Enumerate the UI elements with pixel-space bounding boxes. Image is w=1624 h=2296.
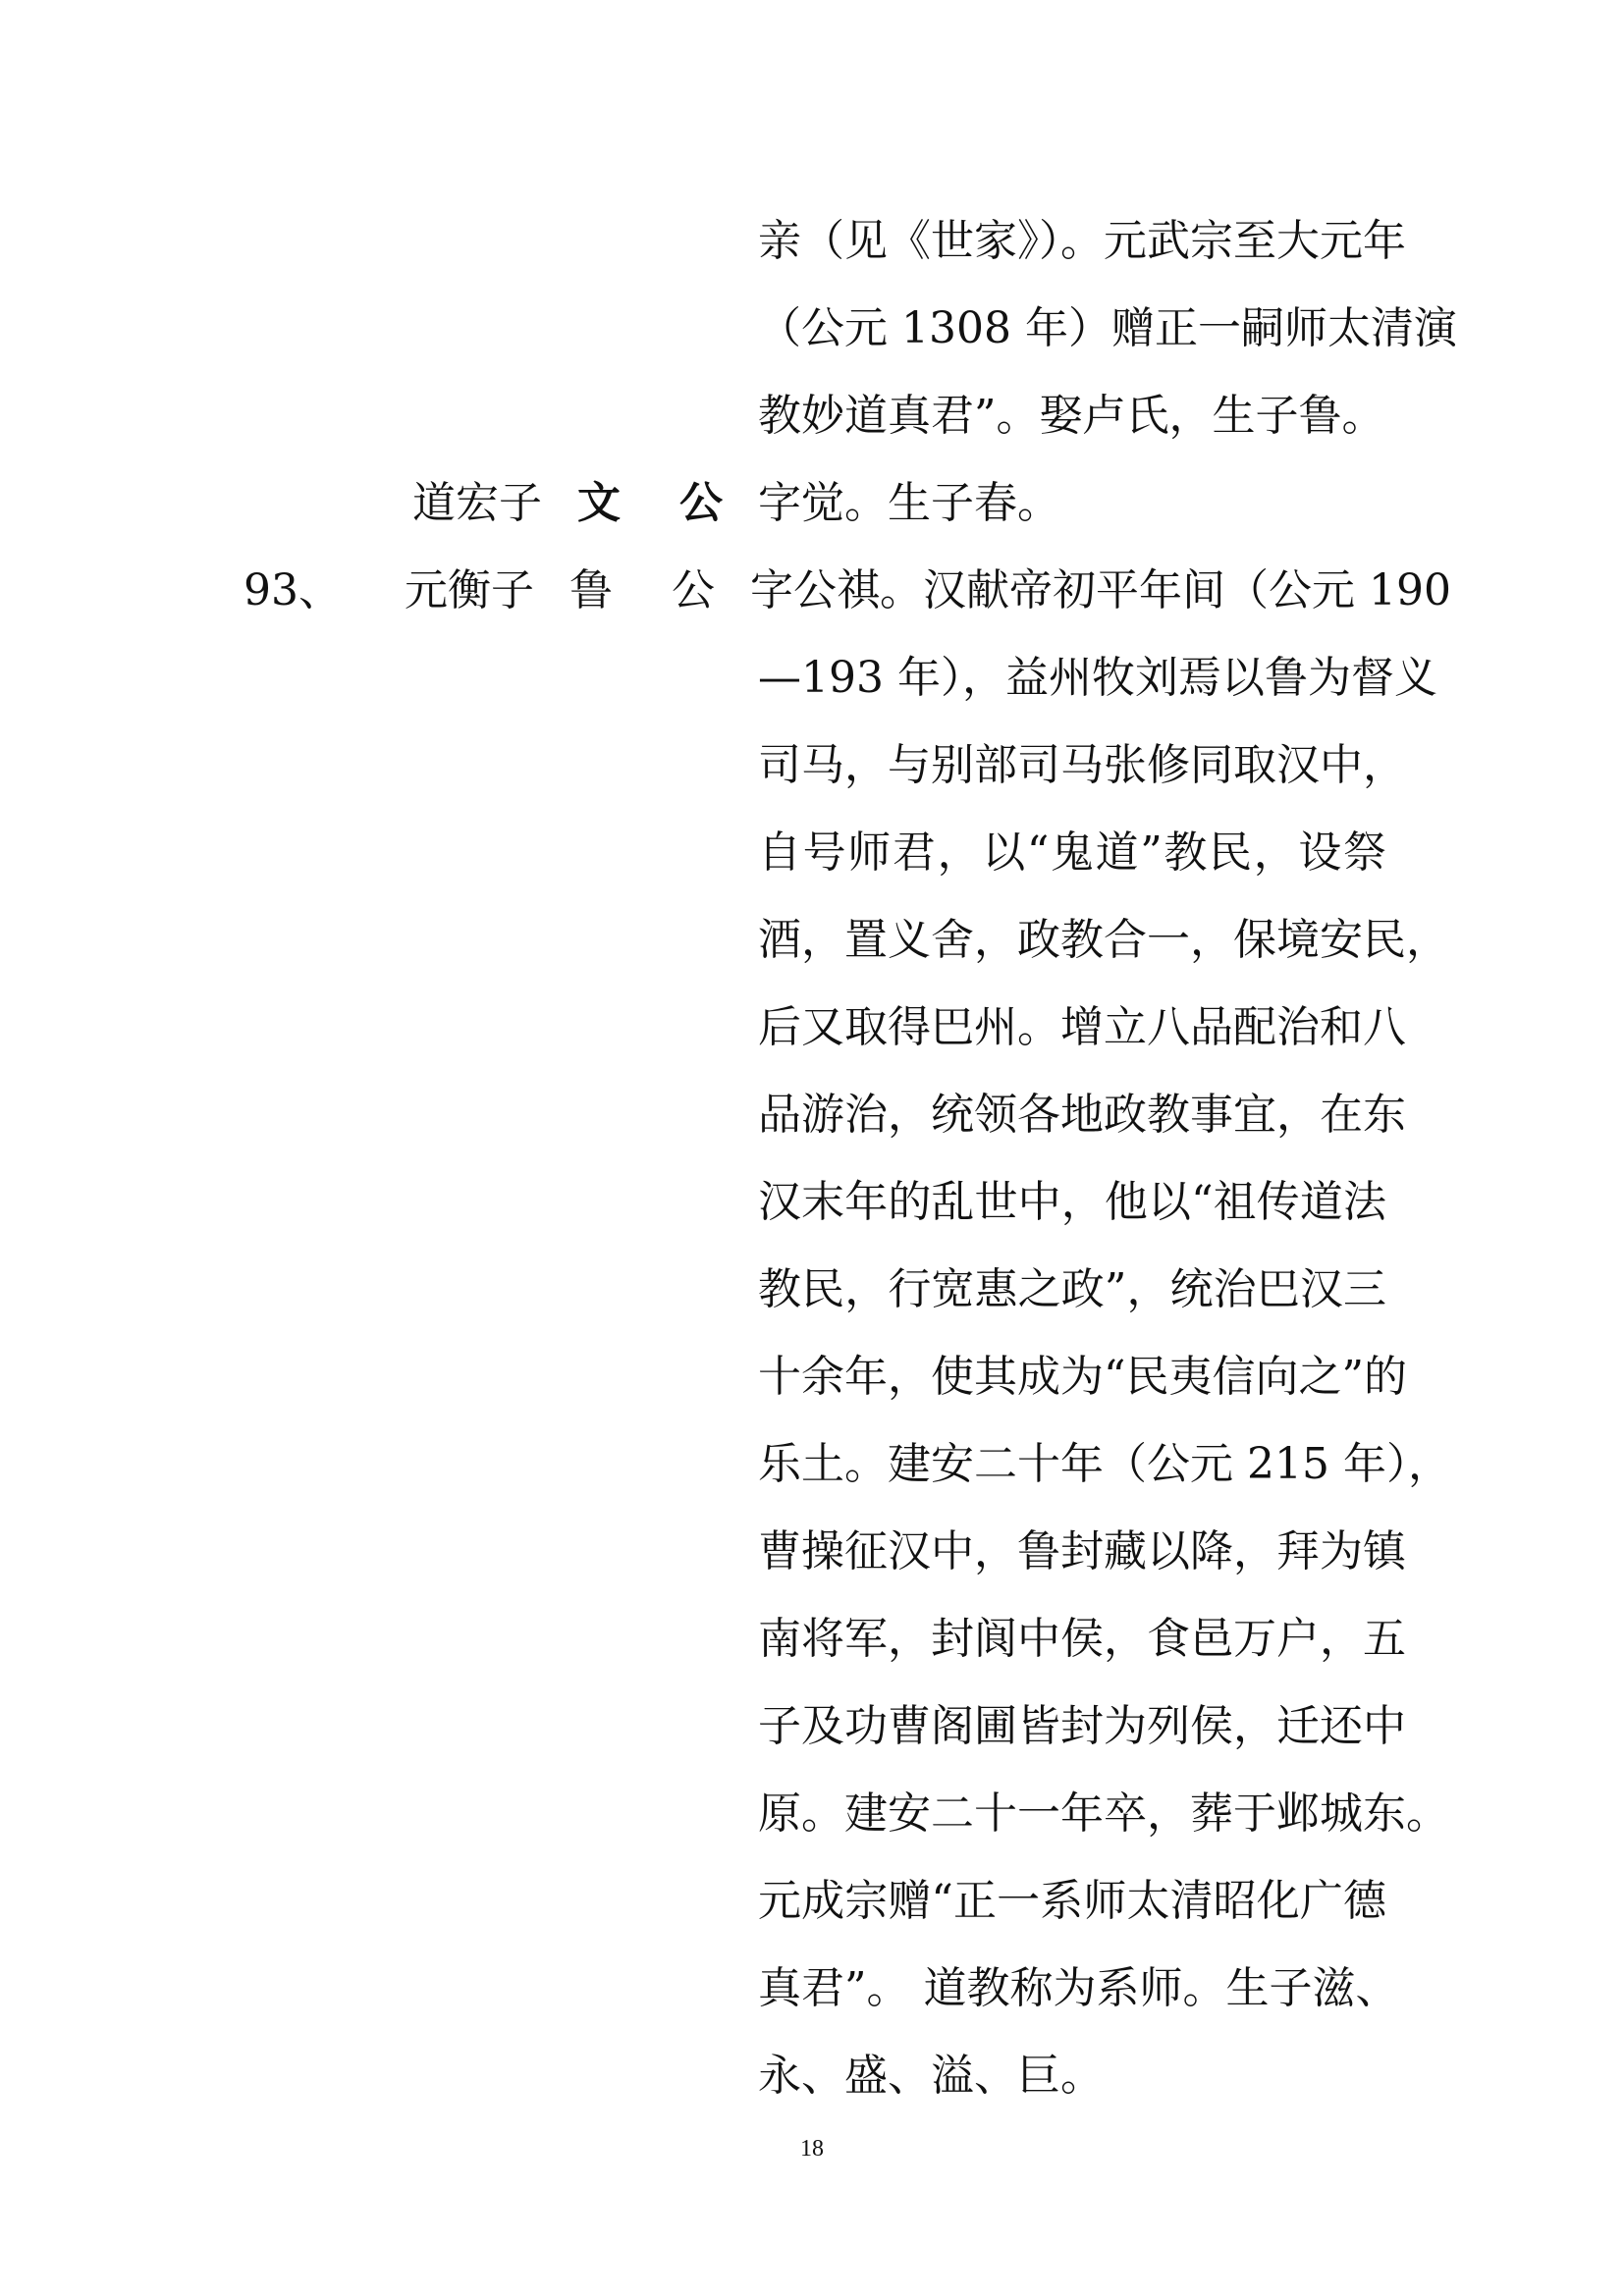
entry-line: 原。建安二十一年卒，葬于邺城东。 bbox=[758, 1789, 1449, 1839]
entry-line: 后又取得巴州。增立八品配治和八 bbox=[758, 1002, 1406, 1052]
entry-line: 永、盛、溢、巨。 bbox=[758, 2051, 1104, 2101]
entry-line: 子及功曹阁圃皆封为列侯，迁还中 bbox=[758, 1701, 1406, 1751]
entry-line: 汉末年的乱世中，他以“祖传道法 bbox=[758, 1177, 1386, 1227]
entry-line: 酒，置义舍，政教合一，保境安民， bbox=[758, 915, 1449, 965]
entry-line: 南将军，封阆中侯，食邑万户，五 bbox=[758, 1614, 1406, 1664]
entry-line: 字公祺。汉献帝初平年间（公元 190 bbox=[750, 565, 1451, 615]
entry-line: 品游治，统领各地政教事宜，在东 bbox=[758, 1090, 1406, 1140]
entry-line: 字觉。生子春。 bbox=[758, 478, 1060, 528]
person-name: 鲁 公 bbox=[569, 565, 723, 615]
page-number: 18 bbox=[800, 2136, 824, 2162]
continuation-line: （公元 1308 年）赠正一嗣师太清演 bbox=[758, 303, 1457, 353]
entry-line: 十余年，使其成为“民夷信向之”的 bbox=[758, 1352, 1407, 1402]
entry-line: —193 年），益州牧刘焉以鲁为督义 bbox=[758, 653, 1437, 703]
entry-line: 曹操征汉中，鲁封藏以降，拜为镇 bbox=[758, 1526, 1406, 1576]
relation-label: 元衡子 bbox=[405, 565, 534, 615]
entry-line: 元成宗赠“正一系师太清昭化广德 bbox=[758, 1876, 1386, 1926]
person-name: 文 公 bbox=[577, 478, 731, 528]
entry-line: 真君”。 道教称为系师。生子滋、 bbox=[758, 1963, 1399, 2013]
entry-line: 乐土。建安二十年（公元 215 年）， bbox=[758, 1439, 1451, 1489]
relation-label: 道宏子 bbox=[412, 478, 542, 528]
entry-line: 教民，行宽惠之政”，统治巴汉三 bbox=[758, 1264, 1386, 1314]
entry-number: 93、 bbox=[244, 565, 342, 615]
continuation-line: 亲（见《世家》）。元武宗至大元年 bbox=[758, 216, 1406, 266]
entry-line: 自号师君，以“鬼道”教民，设祭 bbox=[758, 828, 1386, 878]
continuation-line: 教妙道真君”。娶卢氏，生子鲁。 bbox=[758, 391, 1385, 441]
entry-line: 司马，与别部司马张修同取汉中， bbox=[758, 740, 1406, 790]
